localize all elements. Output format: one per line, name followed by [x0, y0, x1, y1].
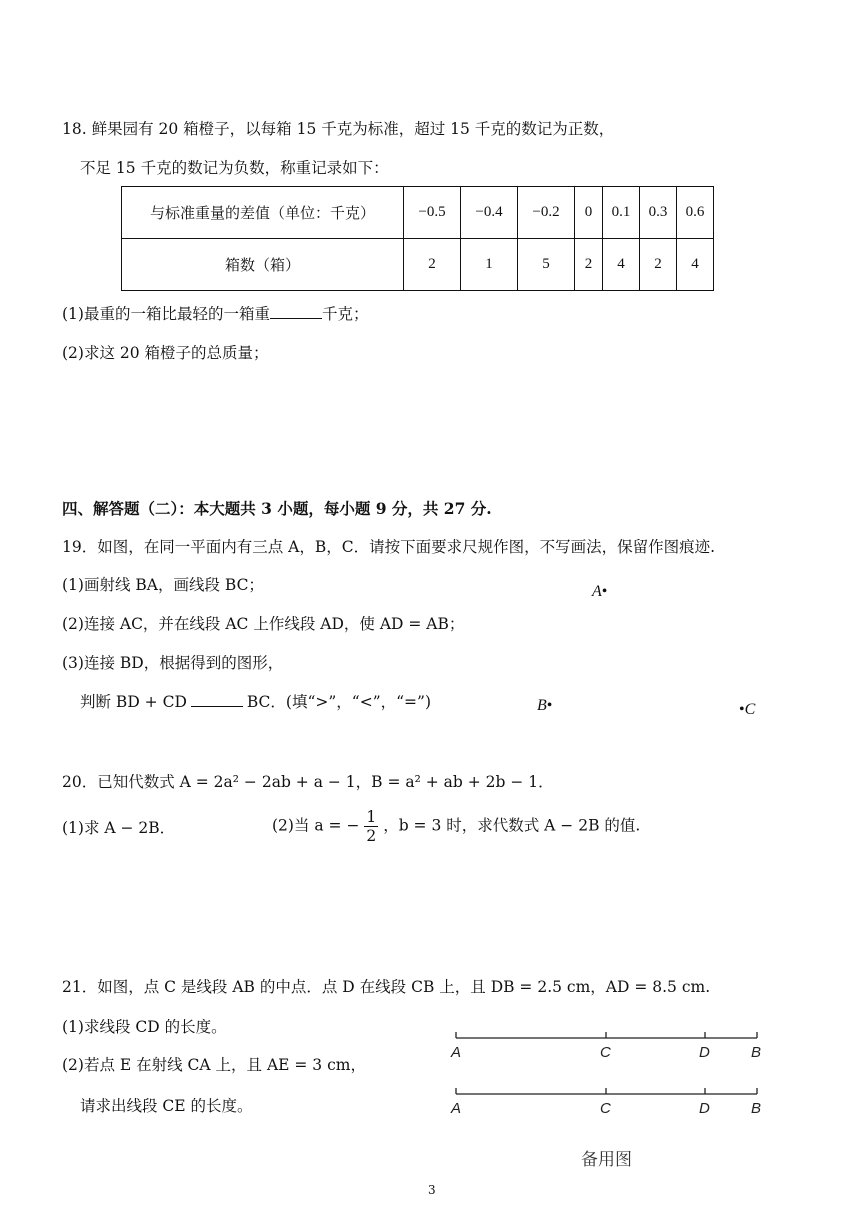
q18-part1-text: (1)最重的一箱比最轻的一箱重 [62, 305, 270, 323]
segment-diagrams [440, 1022, 780, 1122]
table-cell: −0.5 [404, 187, 461, 239]
table-cell: 0.6 [677, 187, 714, 239]
table-cell: 1 [461, 239, 518, 291]
label-b: B [751, 1044, 762, 1061]
point-a-label: A [592, 583, 602, 600]
section-heading: 四、解答题（二）：本大题共 3 小题，每小题 9 分，共 27 分. [62, 499, 492, 518]
q20-part2-rest: ，b = 3 时，求代数式 A − 2B 的值. [383, 816, 641, 835]
point-b: B• [537, 697, 553, 714]
spare-figure-caption: 备用图 [581, 1150, 632, 1170]
q19-part3b-rest: BC．(填“>”，“<”，“=”) [246, 693, 432, 711]
table-cell: 2 [404, 239, 461, 291]
q19-part3b [80, 692, 431, 712]
q18-part1-unit: 千克； [321, 305, 369, 323]
q21-part2: (2)若点 E 在射线 CA 上，且 AE = 3 cm， [62, 1056, 366, 1074]
table-row [122, 239, 714, 291]
label-c: C [600, 1044, 611, 1061]
q19-part1: (1)画射线 BA，画线段 BC； [62, 576, 264, 594]
table-header-diff: 与标准重量的差值（单位：千克） [122, 187, 404, 239]
table-cell: 0 [575, 187, 603, 239]
table-cell: 4 [677, 239, 714, 291]
fraction [364, 808, 378, 845]
segment-spare [456, 1088, 757, 1094]
fraction-denominator: 2 [366, 827, 377, 845]
table-cell: −0.4 [461, 187, 518, 239]
page-number: 3 [428, 1183, 436, 1197]
table-cell: 0.1 [603, 187, 640, 239]
label-d: D [699, 1044, 710, 1061]
point-c: •C [739, 701, 756, 718]
label-c: C [600, 1100, 611, 1117]
point-c-label: C [744, 701, 756, 718]
point-b-label: B [537, 697, 547, 714]
label-b: B [751, 1100, 762, 1117]
q18-part2: (2)求这 20 箱橙子的总质量； [62, 344, 269, 362]
point-a: A• [592, 583, 608, 600]
q19-part3: (3)连接 BD，根据得到的图形， [62, 654, 284, 672]
fraction-numerator: 1 [366, 808, 377, 826]
table-cell: 0.3 [640, 187, 677, 239]
q19-line1: 19．如图，在同一平面内有三点 A，B，C．请按下面要求尺规作图，不写画法，保留作图痕迹. [62, 538, 716, 556]
q20-part2-text: (2)当 a = − [272, 816, 360, 835]
q20-part1: (1)求 A − 2B． [62, 819, 176, 837]
q20-part2 [272, 808, 640, 845]
table-cell: 5 [518, 239, 575, 291]
table-cell: −0.2 [518, 187, 575, 239]
q21-part2b: 请求出线段 CE 的长度。 [80, 1097, 253, 1115]
answer-blank[interactable] [191, 692, 243, 707]
table-cell: 4 [603, 239, 640, 291]
label-d: D [699, 1100, 710, 1117]
q19-part2: (2)连接 AC，并在线段 AC 上作线段 AD，使 AD = AB； [62, 615, 465, 633]
segment-main [456, 1032, 757, 1038]
q18-line1: 18. 鲜果园有 20 箱橙子，以每箱 15 千克为标准，超过 15 千克的数记为正数， [62, 120, 615, 138]
q18-part1 [62, 304, 368, 324]
table-cell: 2 [640, 239, 677, 291]
q20-line1: 20．已知代数式 A = 2a² − 2ab + a − 1，B = a² + ab + 2b − 1． [62, 773, 554, 791]
table-row [122, 187, 714, 239]
q21-line1: 21．如图，点 C 是线段 AB 的中点．点 D 在线段 CB 上，且 DB = 2.5 cm，AD = 8.5 cm. [62, 978, 711, 996]
answer-blank[interactable] [270, 304, 322, 319]
table-cell: 2 [575, 239, 603, 291]
label-a: A [451, 1100, 462, 1117]
q19-part3b-text: 判断 BD + CD [80, 693, 187, 711]
weight-record-table [121, 186, 714, 291]
q21-part1: (1)求线段 CD 的长度。 [62, 1018, 227, 1036]
q18-line2: 不足 15 千克的数记为负数，称重记录如下： [80, 159, 389, 177]
table-header-count: 箱数（箱） [122, 239, 404, 291]
label-a: A [451, 1044, 462, 1061]
